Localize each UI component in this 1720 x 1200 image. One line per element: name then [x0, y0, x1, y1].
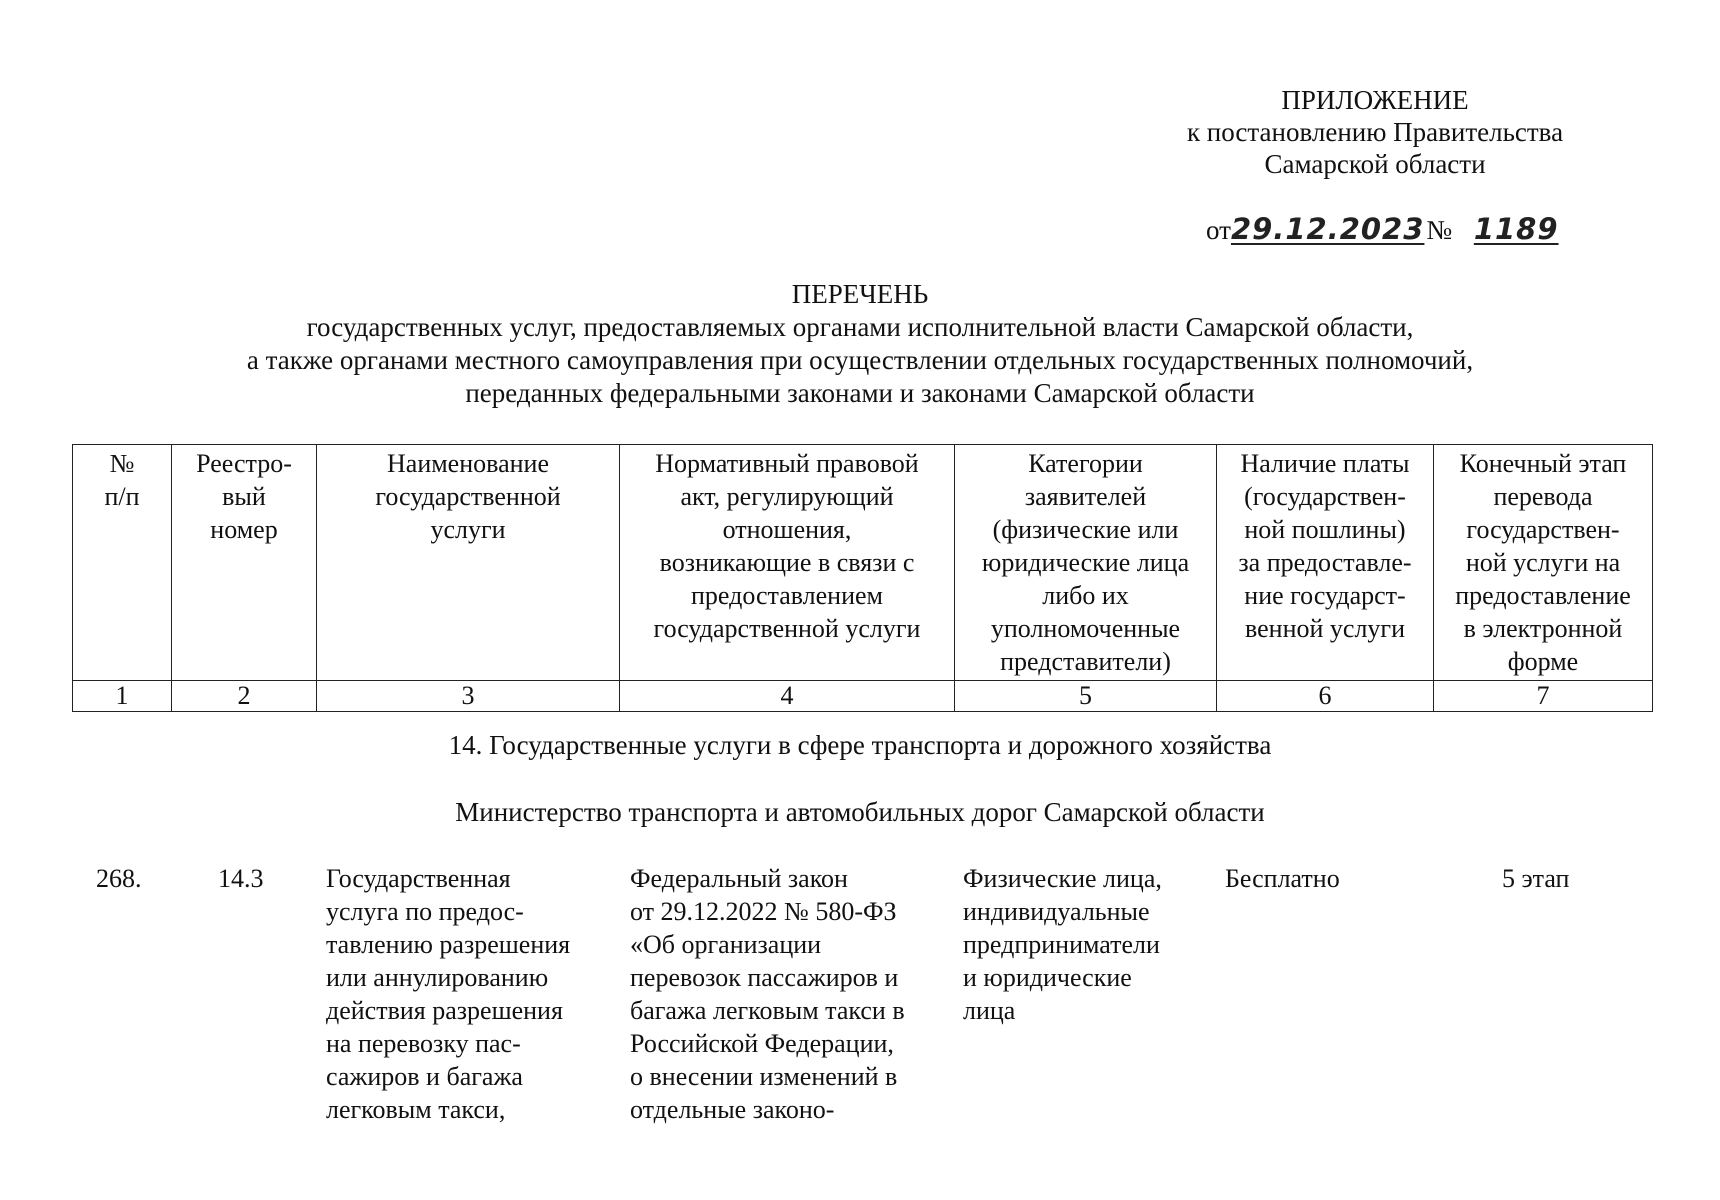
col-header-service-name: Наименование государственной услуги [317, 445, 620, 681]
row-applicants: Физические лица, индивидуальные предприниматели и юридические лица [963, 864, 1162, 1025]
col-header-legal-act: Нормативный правовой акт, регулирующий отношения, возникающие в связи с предоставлением государственной услуги [620, 445, 955, 681]
appendix-block [1150, 84, 1600, 180]
title-line-1: государственных услуг, предоставляемых органами исполнительной власти Самарской области, [306, 312, 1414, 342]
document-title [60, 278, 1660, 410]
column-number: 7 [1434, 681, 1653, 712]
col-header-applicants: Категории заявителей (физические или юридические лица либо их уполномоченные представители) [955, 445, 1217, 681]
row-fee: Бесплатно [1225, 864, 1340, 893]
header-row [73, 445, 1653, 681]
row-registry-number: 14.3 [218, 864, 264, 893]
section-heading: 14. Государственные услуги в сфере транспорта и дорожного хозяйства [448, 730, 1272, 760]
column-number: 4 [620, 681, 955, 712]
row-number: 268. [96, 864, 142, 893]
col-header-fee: Наличие платы (государствен- ной пошлины) за предоставле- ние государст- венной услуги [1217, 445, 1434, 681]
appendix-title: ПРИЛОЖЕНИЕ [1281, 85, 1469, 115]
column-number-row [73, 681, 1653, 712]
handwritten-number: 1189 [1473, 212, 1559, 246]
col-header-registry: Реестро- вый номер [172, 445, 317, 681]
ministry-heading: Министерство транспорта и автомобильных дорог Самарской области [455, 797, 1265, 827]
row-legal-act: Федеральный закон от 29.12.2022 № 580-ФЗ «Об организации перевозок пассажиров и багажа легковым такси в Российской Федерации, о внесении изменений в отдельные законо- [630, 864, 905, 1124]
number-prefix: № [1426, 215, 1453, 245]
date-prefix: от [1206, 215, 1231, 245]
column-number: 1 [73, 681, 172, 712]
column-number: 5 [955, 681, 1217, 712]
appendix-line-2: Самарской области [1264, 149, 1486, 179]
appendix-line-1: к постановлению Правительства [1186, 117, 1564, 147]
handwritten-date: 29.12.2023 [1230, 212, 1425, 246]
title-heading: ПЕРЕЧЕНЬ [791, 279, 929, 309]
col-header-number: № п/п [73, 445, 172, 681]
resolution-date-line [1206, 212, 1576, 246]
col-header-electronic-stage: Конечный этап перевода государствен- ной услуги на предоставление в электронной форме [1434, 445, 1653, 681]
row-electronic-stage: 5 этап [1502, 864, 1570, 893]
title-line-3: переданных федеральными законами и законами Самарской области [465, 378, 1255, 408]
column-number: 6 [1217, 681, 1434, 712]
services-table-header [72, 444, 1653, 712]
row-service-name: Государственная услуга по предос- тавлению разрешения или аннулированию действия разрешения на перевозку пас- сажиров и багажа легковым такси, [326, 864, 571, 1124]
column-number: 3 [317, 681, 620, 712]
title-line-2: а также органами местного самоуправления при осуществлении отдельных государственных полномочий, [246, 345, 1474, 375]
column-number: 2 [172, 681, 317, 712]
